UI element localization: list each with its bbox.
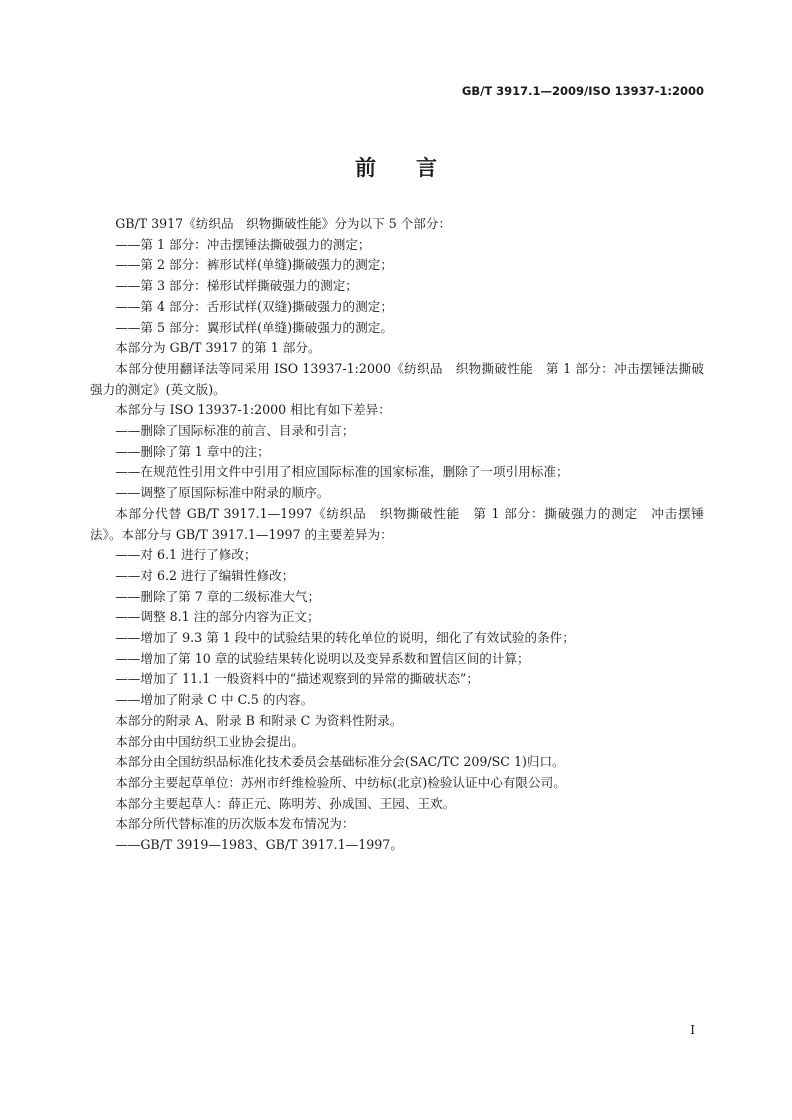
paragraph: 本部分主要起草单位：苏州市纤维检验所、中纺标(北京)检验认证中心有限公司。: [115, 774, 566, 790]
list-item: ——对 6.2 进行了编辑性修改；: [115, 567, 295, 583]
list-item: ——在规范性引用文件中引用了相应国际标准的国家标准，删除了一项引用标准；: [115, 464, 569, 480]
paragraph: 本部分代替 GB/T 3917.1—1997《纺织品 织物撕破性能 第 1 部分：撕破强力的测定 冲击摆锤法》。本部分与 GB/T 3917.1—1997 的主要差异为：: [90, 505, 704, 542]
page-title: 前言: [355, 156, 477, 180]
list-item: ——第 4 部分：舌形试样(双缝)撕破强力的测定；: [115, 298, 393, 314]
paragraph: 本部分由中国纺织工业协会提出。: [115, 733, 305, 749]
list-item: ——第 2 部分：裤形试样(单缝)撕破强力的测定；: [115, 257, 393, 273]
list-item: ——删除了国际标准的前言、目录和引言；: [115, 423, 355, 439]
list-item: ——删除了第 7 章的二级标准大气；: [115, 588, 321, 604]
paragraph: GB/T 3917《纺织品 织物撕破性能》分为以下 5 个部分：: [115, 216, 452, 231]
list-item: ——删除了第 1 章中的注；: [115, 443, 270, 459]
page-number: I: [690, 1023, 695, 1037]
list-item: ——增加了 11.1 一般资料中的“描述观察到的异常的撕破状态”；: [115, 671, 479, 687]
list-item: ——第 5 部分：翼形试样(单缝)撕破强力的测定。: [115, 319, 393, 335]
foreword-body: [90, 214, 704, 856]
list-item: ——增加了第 10 章的试验结果转化说明以及变异系数和置信区间的计算；: [115, 650, 530, 666]
list-item: ——第 3 部分：梯形试样撕破强力的测定；: [115, 278, 358, 294]
paragraph: 本部分的附录 A、附录 B 和附录 C 为资料性附录。: [115, 712, 403, 728]
list-item: ——GB/T 3919—1983、GB/T 3917.1—1997。: [115, 837, 403, 853]
standard-code-header: GB/T 3917.1—2009/ISO 13937-1:2000: [461, 84, 704, 98]
list-item: ——调整 8.1 注的部分内容为正文；: [115, 609, 320, 625]
list-item: ——调整了原国际标准中附录的顺序。: [115, 485, 330, 501]
list-item: ——第 1 部分：冲击摆锤法撕破强力的测定；: [115, 236, 371, 252]
paragraph: 本部分与 ISO 13937-1:2000 相比有如下差异：: [115, 402, 391, 418]
paragraph: 本部分由全国纺织品标准化技术委员会基础标准分会(SAC/TC 209/SC 1)归口。: [115, 754, 565, 770]
paragraph: 本部分所代替标准的历次版本发布情况为：: [115, 816, 355, 832]
paragraph: 本部分为 GB/T 3917 的第 1 部分。: [115, 340, 321, 356]
list-item: ——增加了附录 C 中 C.5 的内容。: [115, 692, 314, 708]
paragraph: 本部分主要起草人：薛正元、陈明芳、孙成国、王园、王欢。: [115, 795, 456, 811]
paragraph: 本部分使用翻译法等同采用 ISO 13937-1:2000《纺织品 织物撕破性能 第 1 部分：冲击摆锤法撕破强力的测定》(英文版)。: [90, 360, 704, 397]
list-item: ——对 6.1 进行了修改；: [115, 547, 257, 563]
list-item: ——增加了 9.3 第 1 段中的试验结果的转化单位的说明，细化了有效试验的条件；: [115, 630, 575, 646]
